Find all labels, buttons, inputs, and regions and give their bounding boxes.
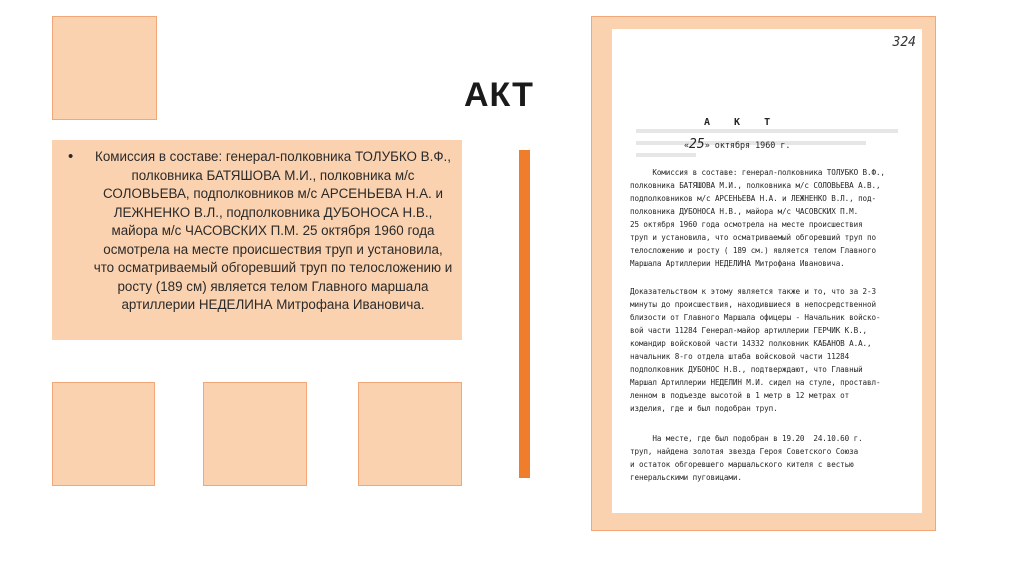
page-number: 324: [892, 35, 916, 50]
accent-divider-bar: [519, 150, 530, 478]
document-paragraph-1: Комиссия в составе: генерал-полковника ТОЛУБКО В.Ф., полковника БАТЯШОВА М.И., полковника м/с СОЛОВЬЕВА А.В., подполковников м/с АРСЕНЬЕВА Н.А. и ЛЕЖНЕНКО В.Л., под- полковника ДУБОНОСА Н.В., майора м/с ЧАСОВСКИХ П.М. 25 октября 1960 года осмотрела на месте происшествия труп и установила, что осматриваемый обгоревший труп по телосложению и росту ( 189 см.) является телом Главного Маршала Артиллерии НЕДЕЛИНА Митрофана Ивановича.: [630, 168, 885, 268]
decorative-square-bottom-2: [203, 382, 307, 486]
document-scan: [612, 29, 922, 513]
slide-title: АКТ: [464, 76, 534, 114]
date-prefix: «: [684, 140, 690, 150]
document-paragraph-3: На месте, где был подобран в 19.20 24.10.60 г. труп, найдена золотая звезда Героя Советского Союза и остаток обгоревшего маршальского кителя с вестью генеральскими пуговицами.: [630, 434, 863, 482]
document-paragraph-2: Доказательством к этому является также и то, что за 2-3 минуты до происшествия, находившиеся в непосредственной близости от Главного Маршала офицеры - Начальник войско- вой части 11284 Генерал-майор артиллерии ГЕРЧИК К.В., командир войсковой части 14332 полковник КАБАНОВ А.А., начальник 8-го отдела штаба войсковой части 11284 подполковник ДУБОНОС Н.В., подтверждают, что Главный Маршал Артиллерии НЕДЕЛИН М.И. сидел на стуле, проставл- ленном в подъезде высотой в 1 метр в 12 метрах от изделия, где и был подобран труп.: [630, 287, 881, 413]
faded-text-line: [636, 129, 898, 133]
decorative-square-bottom-3: [358, 382, 462, 486]
document-date: [684, 137, 790, 152]
bullet-icon: •: [68, 148, 74, 165]
text-panel: [52, 140, 462, 340]
bullet-text: Комиссия в составе: генерал-полковника ТОЛУБКО В.Ф., полковника БАТЯШОВА М.И., полковника м/с СОЛОВЬЕВА, подполковников м/с АРСЕНЬЕВА Н.А. и ЛЕЖНЕНКО В.Л., подполковника ДУБОНОСА Н.В., майора м/с ЧАСОВСКИХ П.М. 25 октября 1960 года осмотрела на месте происшествия труп и установила, что осматриваемый обгоревший труп по телосложению и росту (189 см) является телом Главного маршала артиллерии НЕДЕЛИНА Митрофана Ивановича.: [93, 149, 453, 312]
decorative-square-top: [52, 16, 157, 120]
date-suffix: » октября 1960 г.: [704, 140, 791, 150]
document-title: А К Т: [704, 117, 780, 128]
faded-text-line: [636, 153, 696, 157]
date-handwritten: 25: [689, 137, 705, 152]
bullet-item: [60, 148, 454, 315]
decorative-square-bottom-1: [52, 382, 155, 486]
